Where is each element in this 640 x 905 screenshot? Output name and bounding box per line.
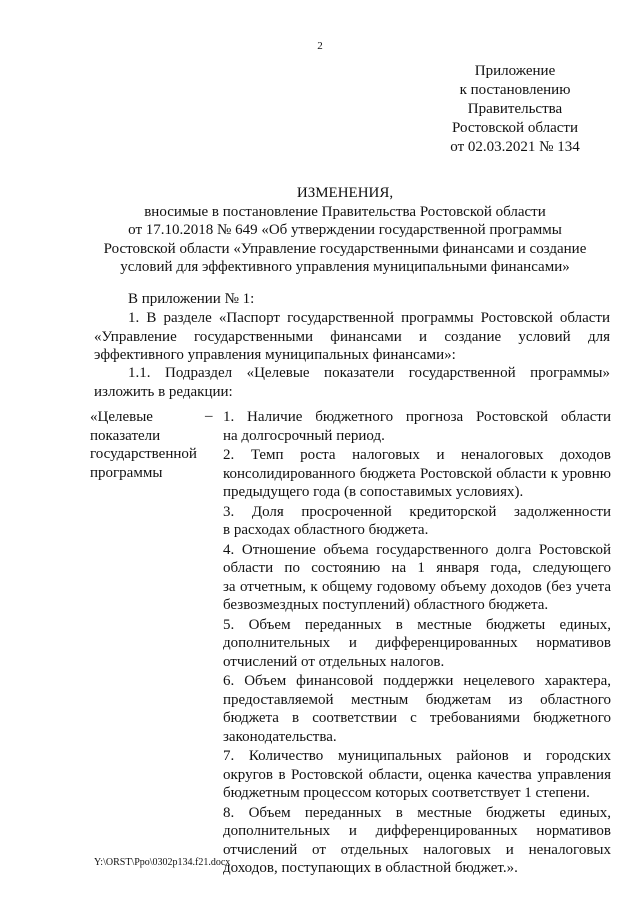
- file-path-footer: Y:\ORST\Ppo\0302p134.f21.docx: [94, 857, 231, 868]
- indicator-line: дополнительных и дифференцированных нормативов: [223, 823, 611, 839]
- indicator-line: 7. Количество муниципальных районов и городских: [223, 748, 611, 764]
- intro-paragraph-2: [94, 309, 610, 365]
- indicator-item: [223, 446, 611, 502]
- indicator-line: отчислений от отдельных налогов.: [223, 653, 445, 670]
- indicator-line: отчислений от отдельных налоговых и неналоговых: [223, 841, 611, 858]
- intro-line: эффективного управления муниципальных финансами»:: [94, 347, 456, 363]
- indicator-line: безвозмездных поступлений) областного бюджета.: [223, 597, 549, 613]
- label-line: программы: [90, 464, 163, 481]
- indicator-line: предыдущего года (в сопоставимых условиях).: [223, 484, 524, 500]
- indicator-line: 6. Объем финансовой поддержки нецелевого характера,: [223, 673, 611, 689]
- indicator-item: [223, 747, 611, 803]
- title-line: Ростовской области «Управление государственными финансами и создание: [103, 240, 587, 257]
- indicator-item: [223, 672, 611, 746]
- indicator-line: 1. Наличие бюджетного прогноза Ростовской области: [223, 409, 611, 425]
- indicator-item: [223, 503, 611, 540]
- label-line: государственной: [90, 446, 197, 462]
- intro-line: 1.1. Подраздел «Целевые показатели государственной программы»: [128, 365, 610, 381]
- appendix-line: Правительства: [467, 101, 563, 117]
- section-dash: –: [205, 408, 213, 424]
- title-line: вносимые в постановление Правительства Ростовской области: [144, 203, 546, 220]
- indicator-line: за отчетным, к общему годовому объему доходов (без учета: [223, 578, 611, 595]
- indicator-line: 8. Объем переданных в местные бюджеты единых,: [223, 804, 611, 821]
- indicator-line: дополнительных и дифференцированных нормативов: [223, 635, 611, 651]
- indicator-line: на долгосрочный период.: [223, 427, 385, 444]
- title-line: ИЗМЕНЕНИЯ,: [296, 185, 394, 201]
- label-line: показатели: [90, 427, 161, 444]
- indicator-line: 2. Темп роста налоговых и неналоговых доходов: [223, 447, 611, 463]
- indicator-line: области по состоянию на 1 января года, следующего: [223, 560, 611, 576]
- title-line: от 17.10.2018 № 649 «Об утверждении государственной программы: [128, 222, 562, 238]
- section-label: [90, 408, 210, 482]
- appendix-line: к постановлению: [459, 82, 571, 98]
- indicator-line: в расходах областного бюджета.: [223, 522, 429, 538]
- intro-line: изложить в редакции:: [94, 383, 233, 400]
- label-line: «Целевые: [90, 409, 153, 425]
- title-line: условий для эффективного управления муниципальными финансами»: [120, 259, 570, 275]
- indicator-line: 4. Отношение объема государственного долга Ростовской: [223, 541, 611, 558]
- page-number: 2: [317, 40, 323, 52]
- indicator-line: 5. Объем переданных в местные бюджеты единых,: [223, 616, 611, 633]
- appendix-block: [440, 62, 590, 157]
- intro-paragraph-1: [94, 290, 610, 309]
- indicator-line: бюджетным процессом которых соответствует 1 степени.: [223, 785, 590, 801]
- indicator-item: [223, 616, 611, 672]
- indicator-list: [223, 408, 611, 879]
- indicator-line: округов в Ростовской области, оценка качества управления: [223, 766, 611, 783]
- indicator-line: доходов, поступающих в областной бюджет.».: [223, 860, 518, 876]
- intro-line: 1. В разделе «Паспорт государственной программы Ростовской области: [128, 310, 610, 326]
- intro-line: «Управление государственными финансами и создание условий для: [94, 328, 610, 345]
- indicator-item: [223, 541, 611, 615]
- indicator-line: консолидированного бюджета Ростовской области к уровню: [223, 465, 611, 482]
- appendix-line: Приложение: [474, 63, 556, 79]
- indicator-line: законодательства.: [223, 728, 337, 745]
- indicator-item: [223, 804, 611, 878]
- indicator-item: [223, 408, 611, 445]
- appendix-line: Ростовской области: [452, 120, 578, 136]
- intro-paragraph-3: [94, 364, 610, 401]
- intro-line: В приложении № 1:: [128, 291, 255, 307]
- indicator-line: предоставляемой местным бюджетам из областного: [223, 691, 611, 708]
- indicator-line: бюджета в соответствии с требованиями бюджетного: [223, 710, 611, 726]
- indicator-line: 3. Доля просроченной кредиторской задолженности: [223, 503, 611, 520]
- document-title: [70, 184, 620, 277]
- appendix-line: от 02.03.2021 № 134: [450, 139, 580, 155]
